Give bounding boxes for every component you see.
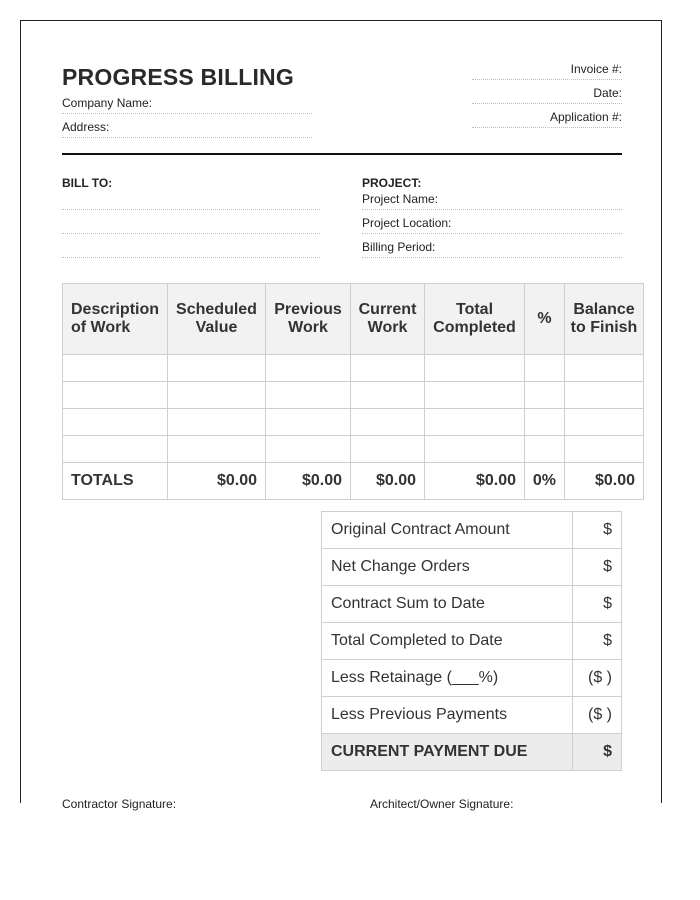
- original-contract-value[interactable]: $: [573, 512, 622, 549]
- col-description-of-work: Description of Work: [63, 284, 168, 355]
- table-cell[interactable]: [168, 382, 266, 409]
- col-total-completed: Total Completed: [425, 284, 525, 355]
- invoice-page: [20, 20, 662, 811]
- project-name-label: Project Name:: [362, 192, 439, 206]
- contract-sum-value[interactable]: $: [573, 586, 622, 623]
- contract-sum-label: Contract Sum to Date: [322, 586, 573, 623]
- net-change-orders-value[interactable]: $: [573, 549, 622, 586]
- total-balance-to-finish: $0.00: [565, 463, 644, 500]
- table-cell[interactable]: [351, 355, 425, 382]
- table-cell[interactable]: [525, 355, 565, 382]
- table-row[interactable]: [63, 382, 644, 409]
- work-table: [62, 283, 644, 500]
- previous-payments-value[interactable]: ($ ): [573, 697, 622, 734]
- total-previous-work: $0.00: [266, 463, 351, 500]
- billing-period-field[interactable]: [362, 257, 622, 258]
- bill-to-heading: BILL TO:: [62, 176, 113, 190]
- previous-payments-label: Less Previous Payments: [322, 697, 573, 734]
- table-cell[interactable]: [565, 409, 644, 436]
- table-row[interactable]: [63, 409, 644, 436]
- company-name-field[interactable]: [62, 113, 312, 114]
- table-cell[interactable]: [168, 355, 266, 382]
- table-cell[interactable]: [63, 355, 168, 382]
- table-cell[interactable]: [425, 409, 525, 436]
- date-field[interactable]: [472, 103, 622, 104]
- payment-summary-table: [321, 511, 622, 771]
- bill-to-line-3[interactable]: [62, 257, 320, 258]
- date-label: Date:: [593, 86, 622, 100]
- table-cell[interactable]: [525, 409, 565, 436]
- table-cell[interactable]: [425, 382, 525, 409]
- project-name-field[interactable]: [362, 209, 622, 210]
- table-cell[interactable]: [266, 355, 351, 382]
- total-scheduled-value: $0.00: [168, 463, 266, 500]
- table-cell[interactable]: [565, 382, 644, 409]
- table-cell[interactable]: [266, 382, 351, 409]
- table-cell[interactable]: [63, 436, 168, 463]
- col-scheduled-value: Scheduled Value: [168, 284, 266, 355]
- table-cell[interactable]: [425, 355, 525, 382]
- invoice-number-field[interactable]: [472, 79, 622, 80]
- table-row[interactable]: [63, 355, 644, 382]
- total-percent: 0%: [525, 463, 565, 500]
- total-current-work: $0.00: [351, 463, 425, 500]
- current-payment-due-value[interactable]: $: [573, 734, 622, 771]
- summary-row-previous-payments: [322, 697, 622, 734]
- bill-to-line-2[interactable]: [62, 233, 320, 234]
- summary-row-original-contract: [322, 512, 622, 549]
- application-number-field[interactable]: [472, 127, 622, 128]
- project-heading: PROJECT:: [362, 176, 422, 190]
- totals-label: TOTALS: [63, 463, 168, 500]
- table-cell[interactable]: [266, 409, 351, 436]
- current-payment-due-label: CURRENT PAYMENT DUE: [322, 734, 573, 771]
- bill-to-line-1[interactable]: [62, 209, 320, 210]
- original-contract-label: Original Contract Amount: [322, 512, 573, 549]
- table-cell[interactable]: [266, 436, 351, 463]
- table-cell[interactable]: [168, 409, 266, 436]
- document-title: PROGRESS BILLING: [62, 64, 294, 90]
- totals-row: [63, 463, 644, 500]
- project-location-label: Project Location:: [362, 216, 452, 230]
- table-cell[interactable]: [565, 436, 644, 463]
- address-label: Address:: [62, 120, 110, 134]
- table-cell[interactable]: [63, 382, 168, 409]
- architect-signature-label: Architect/Owner Signature:: [370, 797, 514, 811]
- contractor-signature-label: Contractor Signature:: [62, 797, 177, 811]
- total-completed: $0.00: [425, 463, 525, 500]
- table-cell[interactable]: [168, 436, 266, 463]
- table-cell[interactable]: [351, 436, 425, 463]
- company-name-label: Company Name:: [62, 96, 153, 110]
- table-cell[interactable]: [565, 355, 644, 382]
- table-cell[interactable]: [525, 436, 565, 463]
- table-cell[interactable]: [425, 436, 525, 463]
- project-location-field[interactable]: [362, 233, 622, 234]
- col-percent: %: [525, 284, 565, 355]
- table-cell[interactable]: [63, 409, 168, 436]
- retainage-label: Less Retainage (___%): [322, 660, 573, 697]
- summary-row-retainage: [322, 660, 622, 697]
- col-current-work: Current Work: [351, 284, 425, 355]
- table-row[interactable]: [63, 436, 644, 463]
- table-cell[interactable]: [351, 382, 425, 409]
- col-balance-to-finish: Balance to Finish: [565, 284, 644, 355]
- table-cell[interactable]: [351, 409, 425, 436]
- summary-row-contract-sum: [322, 586, 622, 623]
- work-table-header: [63, 284, 644, 355]
- summary-row-net-change-orders: [322, 549, 622, 586]
- invoice-number-label: Invoice #:: [570, 62, 622, 76]
- address-field[interactable]: [62, 137, 312, 138]
- summary-row-total-completed: [322, 623, 622, 660]
- summary-row-current-payment-due: [322, 734, 622, 771]
- header-divider: [62, 153, 622, 155]
- total-completed-label: Total Completed to Date: [322, 623, 573, 660]
- total-completed-value[interactable]: $: [573, 623, 622, 660]
- retainage-value[interactable]: ($ ): [573, 660, 622, 697]
- table-cell[interactable]: [525, 382, 565, 409]
- net-change-orders-label: Net Change Orders: [322, 549, 573, 586]
- application-number-label: Application #:: [549, 110, 622, 124]
- col-previous-work: Previous Work: [266, 284, 351, 355]
- billing-period-label: Billing Period:: [362, 240, 436, 254]
